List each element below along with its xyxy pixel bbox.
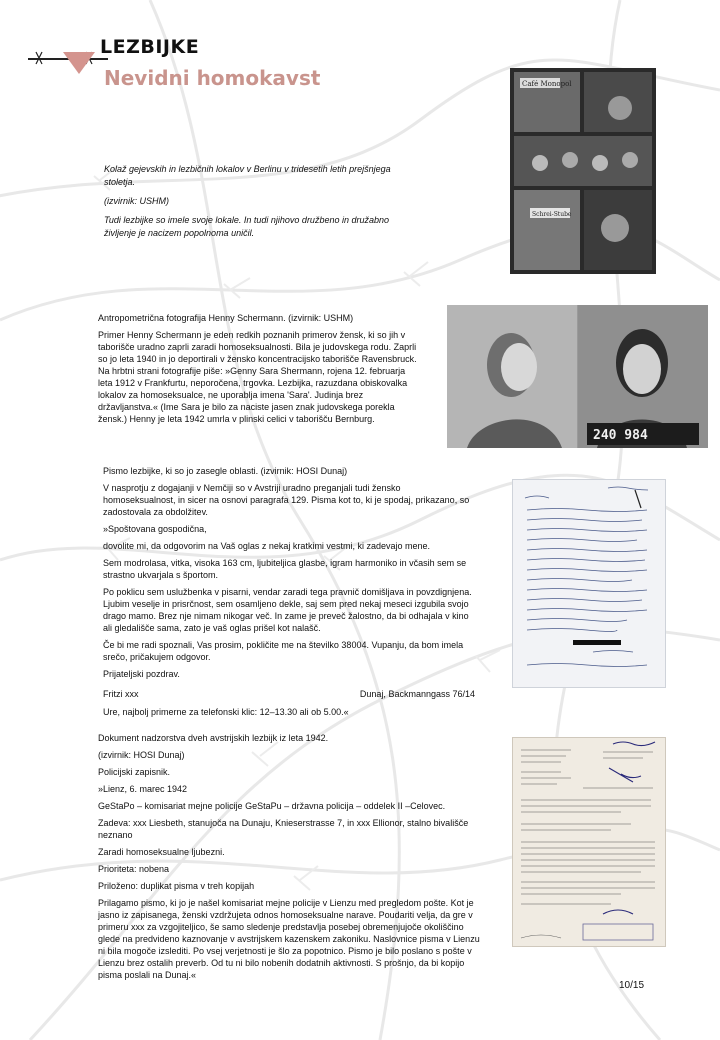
mugshot-image <box>447 305 708 448</box>
pink-triangle-icon <box>63 52 95 74</box>
caption-source: (izvirnik: USHM) <box>104 196 169 206</box>
police-document-photo <box>512 737 666 947</box>
photo-sign-2: Schrei-Stube <box>532 211 572 218</box>
body-text: dovolite mi, da odgovorim na Vaš oglas z nekaj kratkimi vestmi, ki zadevajo mene. <box>103 541 430 551</box>
police-document-image <box>513 738 665 946</box>
section-heading: Dokument nadzorstva dveh avstrijskih lezbijk iz leta 1942. <box>98 733 329 743</box>
body-text: Zadeva: xxx Liesbeth, stanujoča na Dunaju, Knieserstrasse 7, in xxx Ellionor, stalno bivališče neznano <box>98 818 469 840</box>
bar-collage-photo <box>510 68 656 274</box>
body-text: GeStaPo – komisariat mejne policije GeStaPu – državna policija – oddelek II –Celovec. <box>98 801 446 811</box>
body-text: Prilagamo pismo, ki jo je našel komisariat mejne policije v Lienzu med pregledom pošte. Kot je jasno iz zapisanega, ženski vzdržujeta odnos homoseksualne narave. Poudariti velja, da gre v primeru xxx za vzgojiteljico, še samo sledenje predstavlja posebej obremenjujoče okoliščino glede na predvideno kaznovanje v avstrijskem kazenskem zakoniku. Naslovnice pisma v Lienzu ni bila mogoče izslediti. Po vsej verjetnosti je šlo za popotnico. Pismo je bilo poslano s pošte v Lienzu brez ostalih preverb. Od tu ni bilo nobenih dodatnih aktivnosti. S prošnjo, da bi kopijo pisma poslali na Dunaj.« <box>98 898 480 980</box>
body-text: Prioriteta: nobena <box>98 864 170 874</box>
body-text: Zaradi homoseksualne ljubezni. <box>98 847 225 857</box>
collage-caption <box>104 163 394 246</box>
mugshot-number: 240 984 <box>593 428 648 443</box>
signature-address: Dunaj, Backmanngass 76/14 <box>359 689 475 699</box>
letter-image <box>513 480 665 687</box>
page-number: 10/15 <box>619 980 645 991</box>
section-heading: Antropometrična fotografija Henny Schermann. (izvirnik: USHM) <box>98 313 354 323</box>
body-text: (izvirnik: HOSI Dunaj) <box>98 750 185 760</box>
body-text: Primer Henny Schermann je eden redkih poznanih primerov žensk, ki so jih v taborišče uradno zaprli zaradi homoseksualnosti. Bila je judovskega rodu. Zaprli so jo leta 1940 in jo deportirali v žensko koncentracijsko taborišče Ravensbruck. Na hrbtni strani fotografije piše: »Genny Sara Shermann, rojena 12. februarja leta 1912 v Frankfurtu, neporočena, trgovka. Lezbijka, razuzdana obiskovalka lokalov za homoseksualce, ne uporablja imena 'Sara'. Judinja brez državljanstva.« (Ime Sara je bilo za naciste jasen znak judovskega porekla žensk.) Henny je leta 1942 umrla v plinski celici v taborišču Bernburg. <box>98 330 417 424</box>
mugshot-photo <box>447 305 708 448</box>
body-text: Ure, najbolj primerne za telefonski klic: 12–13.30 ali ob 5.00.« <box>103 707 349 717</box>
signature-name: Fritzi xxx <box>103 689 139 699</box>
body-text: Če bi me radi spoznali, Vas prosim, pokličite me na številko 38004. Vupanju, da bom imela srečo, pričakujem odgovor. <box>103 640 464 662</box>
page-title: LEZBIJKE <box>100 36 200 58</box>
body-text: Po poklicu sem uslužbenka v pisarni, vendar zaradi tega pravnič domišljava in povzdignjena. Ljubim veselje in prisrčnost, sem osamljeno dekle, saj sem pred nekaj meseci izgubila svojo drago mamo. Brez nje nimam nikogar več. In zame je preveč žalostno, da bi odhajala v kino ali gledališče sama, zato je vaš oglas prišel kot nalašč. <box>103 587 472 633</box>
schermann-section <box>98 312 420 430</box>
photo-sign-1: Café Monopol <box>522 80 572 88</box>
body-text: Priloženo: duplikat pisma v treh kopijah <box>98 881 255 891</box>
body-text: Sem modrolasa, vitka, visoka 163 cm, ljubiteljica glasbe, igram harmoniko in včasih sem se strastno ukvarjala s športom. <box>103 558 467 580</box>
page-subtitle: Nevidni homokavst <box>104 66 321 90</box>
signature-row <box>103 688 475 700</box>
collage-image <box>510 68 656 274</box>
body-text: »Lienz, 6. marec 1942 <box>98 784 188 794</box>
police-document-section <box>98 732 480 986</box>
section-heading: Pismo lezbijke, ki so jo zasegle oblasti. (izvirnik: HOSI Dunaj) <box>103 466 348 476</box>
body-text: V nasprotju z dogajanji v Nemčiji so v Avstriji uradno preganjali tudi žensko homoseksualnost, in sicer na osnovi paragrafa 129. Pisma kot to, ki je spodaj, prikazano, so zadostovala za obdolžitev. <box>103 483 470 517</box>
caption-text: Kolaž gejevskih in lezbičnih lokalov v Berlinu v tridesetih letih prejšnjega stoletja. <box>104 164 391 187</box>
body-text: »Spoštovana gospodična, <box>103 524 207 534</box>
letter-photo <box>512 479 666 688</box>
letter-section <box>103 465 475 723</box>
body-text: Prijateljski pozdrav. <box>103 669 180 679</box>
caption-text: Tudi lezbijke so imele svoje lokale. In tudi njihovo družbeno in družabno življenje je nacizem popolnoma uničil. <box>104 215 389 238</box>
body-text: Policijski zapisnik. <box>98 767 171 777</box>
